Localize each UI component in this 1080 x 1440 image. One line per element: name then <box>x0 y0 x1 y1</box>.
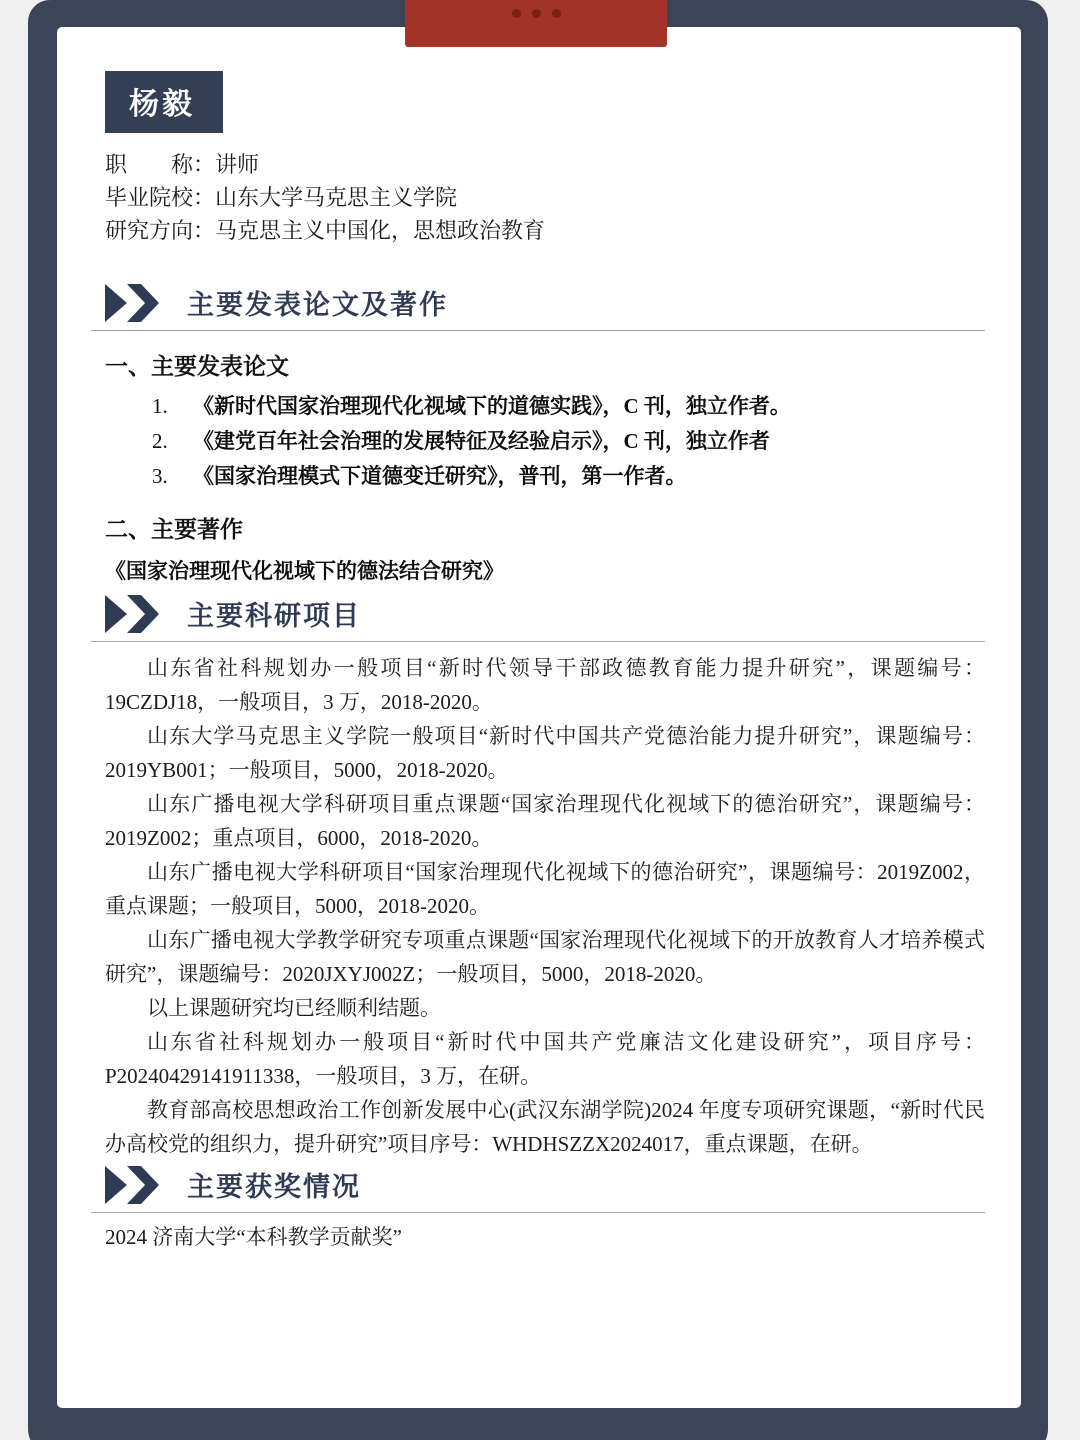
research-paragraph: 山东省社科规划办一般项目“新时代中国共产党廉洁文化建设研究”，项目序号：P20240429141911338，一般项目，3 万，在研。 <box>105 1030 985 1088</box>
info-value: 山东大学马克思主义学院 <box>215 185 458 210</box>
book-title: 《国家治理现代化视域下的德法结合研究》 <box>105 559 504 583</box>
section-header-publications <box>105 283 985 322</box>
list-item-text: 《国家治理模式下道德变迁研究》，普刊，第一作者。 <box>193 464 687 488</box>
research-paragraphs <box>105 651 985 1161</box>
section-header-research <box>105 594 985 633</box>
section-divider <box>91 641 985 642</box>
list-item-number: 1. <box>152 394 168 418</box>
research-paragraph: 山东大学马克思主义学院一般项目“新时代中国共产党德治能力提升研究”，课题编号：2019YB001；一般项目，5000，2018-2020。 <box>105 724 985 782</box>
three-dots-icon <box>405 0 667 18</box>
papers-list <box>152 389 985 494</box>
info-row-research-direction <box>105 214 985 247</box>
list-item-text: 《建党百年社会治理的发展特征及经验启示》，C 刊，独立作者 <box>193 429 770 453</box>
info-row-school <box>105 181 985 214</box>
info-label: 毕业院校： <box>105 185 216 210</box>
double-chevron-right-icon <box>105 1166 163 1204</box>
section-title: 主要科研项目 <box>187 601 361 631</box>
list-item <box>152 424 985 459</box>
section-divider <box>91 1212 985 1213</box>
list-item <box>152 459 985 494</box>
info-label: 职 称： <box>105 152 216 177</box>
list-item <box>152 389 985 424</box>
profile-info <box>105 148 985 247</box>
document-content <box>57 27 1021 1253</box>
dot-icon <box>552 9 561 18</box>
research-paragraph: 教育部高校思想政治工作创新发展中心(武汉东湖学院)2024 年度专项研究课题，“新时代民办高校党的组织力，提升研究”项目序号：WHDHSZZX2024017，重点课题，在研。 <box>105 1098 985 1156</box>
research-paragraph: 以上课题研究均已经顺利结题。 <box>147 996 441 1020</box>
list-item-number: 3. <box>152 464 168 488</box>
research-paragraph: 山东广播电视大学教学研究专项重点课题“国家治理现代化视域下的开放教育人才培养模式研究”，课题编号：2020JXYJ002Z；一般项目，5000，2018-2020。 <box>105 928 985 986</box>
document-page <box>57 27 1021 1408</box>
top-tab <box>405 0 667 47</box>
double-chevron-right-icon <box>105 595 163 633</box>
works-subheading: 二、主要著作 <box>105 516 243 542</box>
dot-icon <box>512 9 521 18</box>
info-row-title <box>105 148 985 181</box>
section-header-awards <box>105 1165 985 1204</box>
section-divider <box>91 330 985 331</box>
info-label: 研究方向： <box>105 218 216 243</box>
person-name: 杨毅 <box>129 88 195 121</box>
dot-icon <box>532 9 541 18</box>
double-chevron-right-icon <box>105 284 163 322</box>
list-item-number: 2. <box>152 429 168 453</box>
list-item-text: 《新时代国家治理现代化视域下的道德实践》，C 刊，独立作者。 <box>193 394 791 418</box>
info-value: 马克思主义中国化，思想政治教育 <box>215 218 546 243</box>
award-item: 2024 济南大学“本科教学贡献奖” <box>105 1225 402 1249</box>
name-badge <box>105 71 223 133</box>
papers-subheading: 一、主要发表论文 <box>105 353 289 379</box>
research-paragraph: 山东广播电视大学科研项目“国家治理现代化视域下的德治研究”，课题编号：2019Z002，重点课题；一般项目，5000，2018-2020。 <box>105 860 985 918</box>
section-title: 主要发表论文及著作 <box>187 290 448 320</box>
research-paragraph: 山东广播电视大学科研项目重点课题“国家治理现代化视域下的德治研究”，课题编号：2019Z002；重点项目，6000，2018-2020。 <box>105 792 985 850</box>
info-value: 讲师 <box>215 152 260 177</box>
research-paragraph: 山东省社科规划办一般项目“新时代领导干部政德教育能力提升研究”，课题编号：19CZDJ18，一般项目，3 万，2018-2020。 <box>105 656 985 714</box>
section-title: 主要获奖情况 <box>187 1172 361 1202</box>
